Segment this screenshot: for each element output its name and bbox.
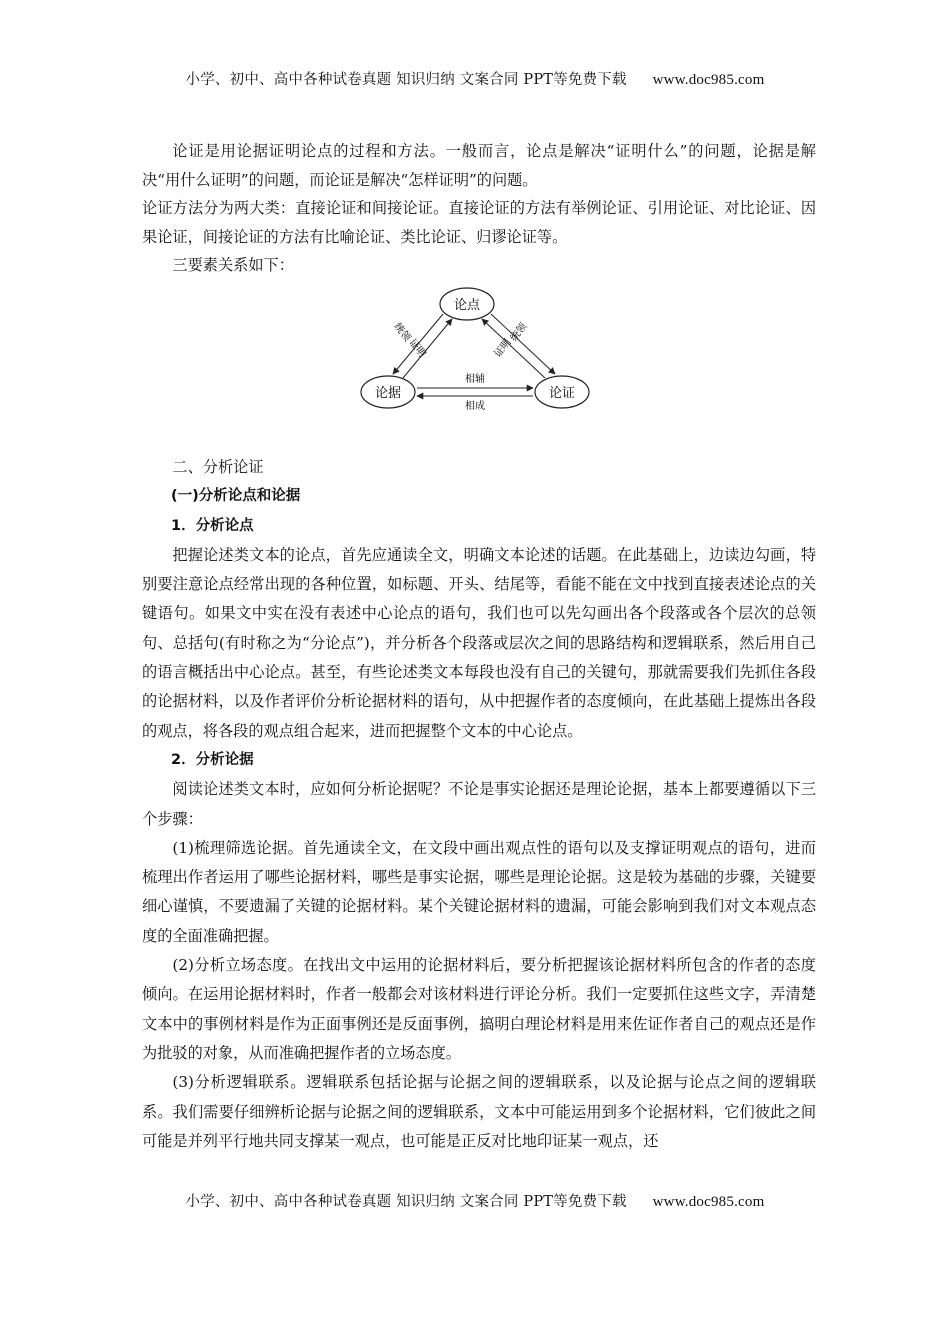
step-2: (2)分析立场态度。在找出文中运用的论据材料后，要分析把握该论据材料所包含的作者的态度倾向。在运用论据材料时，作者一般都会对该材料进行评论分析。我们一定要抓住这些文字，弄清楚文本中的事例材料是作为正面事例还是反面事例，搞明白理论材料是用来佐证作者自己的观点还是作为批驳的对象，从而准确把握作者的立场态度。 [142, 956, 816, 1062]
bottom-label-bottom: 相成 [465, 401, 485, 412]
footer-site: www.doc985.com [652, 1194, 765, 1210]
header-text: 小学、初中、高中各种试卷真题 知识归纳 文案合同 PPT等免费下载 [185, 72, 627, 88]
header-site: www.doc985.com [652, 72, 765, 88]
subsection-heading: (一)分析论点和论据 [171, 488, 301, 505]
section-heading: 二、分析论证 [172, 458, 264, 476]
left-edge-label-outer: 统领 [391, 321, 413, 344]
item1-text: 把握论述类文本的论点，首先应通读全文，明确文本论述的话题。在此基础上，边读边勾画，特别要注意论点经常出现的各种位置，如标题、开头、结尾等，看能不能在文中找到直接表述论点的关键语句。如果文中实在没有表述中心论点的语句，我们也可以先勾画出各个段落或各个层次的总领句、总括句(有时称之为“分论点”)，并分析各个段落或层次之间的思路结构和逻辑联系，然后用自己的语言概括出中心论点。甚至，有些论述类文本每段也没有自己的关键句，那就需要我们先抓住各段的论据材料，以及作者评价分析论据材料的语句，从中把握作者的态度倾向，在此基础上提炼出各段的观点，将各段的观点组合起来，进而把握整个文本的中心论点。 [142, 545, 816, 740]
left-edge-label-inner: 证明 [406, 337, 428, 360]
step-3: (3)分析逻辑联系。逻辑联系包括论据与论据之间的逻辑联系，以及论据与论点之间的逻辑联系。我们需要仔细辨析论据与论据之间的逻辑联系，文本中可能运用到多个论据材料，它们彼此之间可能是并列平行地共同支撑某一观点，也可能是正反对比地印证某一观点，还 [142, 1073, 816, 1150]
node-argument-point: 论点 [453, 298, 481, 313]
node-evidence: 论据 [374, 386, 402, 401]
footer-text: 小学、初中、高中各种试卷真题 知识归纳 文案合同 PPT等免费下载 [185, 1194, 627, 1210]
bottom-label-top: 相辅 [465, 374, 485, 385]
page-footer [0, 1190, 950, 1211]
intro-section [142, 137, 816, 280]
analysis-section [142, 453, 816, 1156]
argument-elements-diagram [355, 284, 595, 414]
item1-title: 1．分析论点 [171, 517, 254, 534]
intro-paragraph-2: 论证方法分为两大类：直接论证和间接论证。直接论证的方法有举例论证、引用论证、对比论证、因果论证，间接论证的方法有比喻论证、类比论证、归谬论证等。 [142, 199, 816, 246]
arrow-reasoning-to-point [482, 319, 545, 378]
intro-paragraph-1: 论证是用论据证明论点的过程和方法。一般而言，论点是解决“证明什么”的问题，论据是解决“用什么证明”的问题，而论证是解决“怎样证明”的问题。 [142, 142, 816, 189]
step-1: (1)梳理筛选论据。首先通读全文，在文段中画出观点性的语句以及支撑证明观点的语句，进而梳理出作者运用了哪些论据材料，哪些是事实论据，哪些是理论论据。这是较为基础的步骤，关键要细心谨慎，不要遗漏了关键的论据材料。某个关键论据材料的遗漏，可能会影响到我们对文本观点态度的全面准确把握。 [142, 838, 816, 945]
right-edge-label-inner: 证明 [492, 337, 514, 360]
item2-text: 阅读论述类文本时，应如何分析论据呢？不论是事实论据还是理论论据，基本上都要遵循以下三个步骤： [142, 780, 816, 828]
node-reasoning: 论证 [548, 386, 576, 401]
page-header [0, 68, 950, 89]
intro-paragraph-3: 三要素关系如下： [172, 256, 294, 274]
item2-title: 2．分析论据 [171, 751, 254, 768]
right-edge-label-outer: 统领 [508, 321, 530, 344]
